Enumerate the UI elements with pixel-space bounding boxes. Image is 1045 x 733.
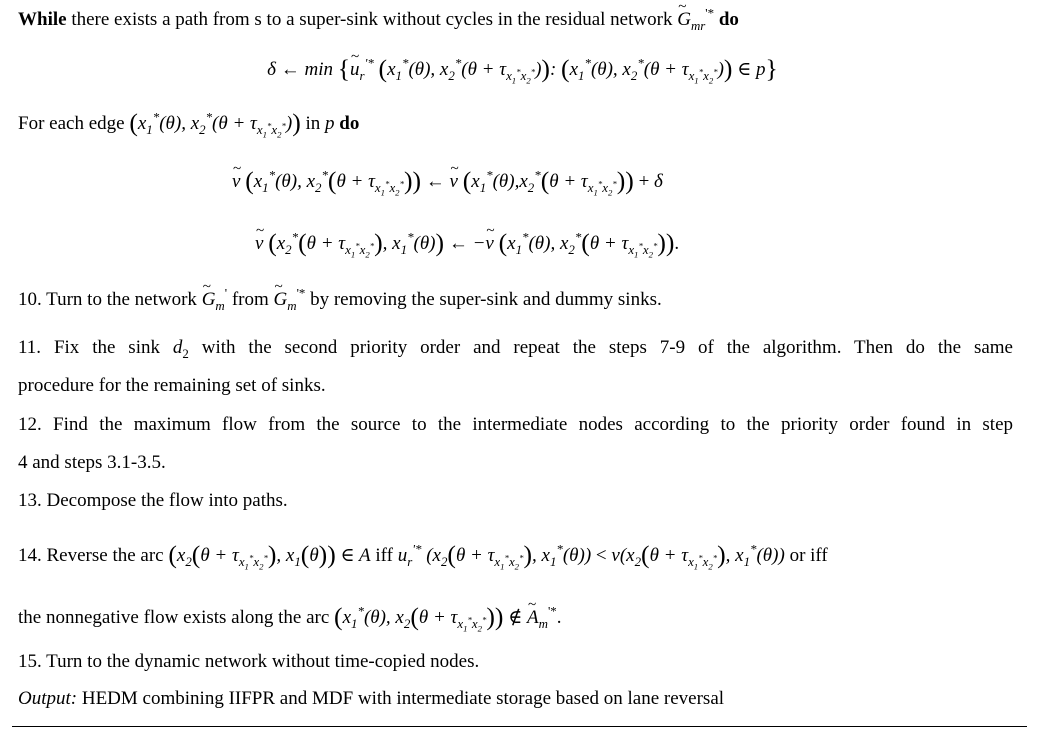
keyword-while: While: [18, 9, 67, 30]
step-11-line-2: procedure for the remaining set of sinks.: [18, 375, 326, 396]
step-12-line-2: 4 and steps 3.1-3.5.: [18, 452, 166, 473]
keyword-do: do: [714, 9, 739, 30]
step-13: 13. Decompose the flow into paths.: [18, 490, 288, 511]
while-text: there exists a path from s to a super-sink without cycles in the residual network: [66, 9, 678, 30]
while-line: [18, 5, 739, 33]
step-14-line-1: 14. Reverse the arc ($x_2(\theta + \tau_{x_1^*x_2^*})$, $x_1(\theta)$) ∈ A iff $u_r^{'*}$ ($x_2(\theta + \tau_{x_1^*x_2^*})$, $x_1^*(\theta)) < v(x_2(\theta + \tau_{x_1^*x_2^*})$, $x_1^*(\theta)$) or iff: [18, 540, 828, 572]
for-each-edge-line: For each edge ($x_1^*(\theta)$, $x_2^*(\theta + \tau_{x_1^*x_2^*})$) in p do: [18, 108, 360, 140]
output-label: Output:: [18, 688, 78, 709]
flow-update-forward: ~ v ($x_1^*(\theta)$, $x_2^*(\theta + \tau_{x_1^*x_2^*})$) ← ~ v $(x_1^*(\theta),x_2^*(\theta + \tau_{x_1^*x_2^*})) + \delta$: [232, 168, 663, 194]
output-text: HEDM combining IIFPR and MDF with intermediate storage based on lane reversal: [77, 688, 725, 709]
step-11-line-1: 11. Fix the sink $d_2$ with the second priority order and repeat the steps 7-9 of the algorithm. Then do the same: [18, 337, 1013, 361]
keyword-do-2: do: [339, 113, 360, 134]
delta-assignment: δ ← min {~ $u_r^{'*}$ ($x_1^*(\theta)$, $x_2^*(\theta + \tau_{x_1^*x_2^*})$): ($x_1^*(\theta)$, $x_2^*(\theta + \tau_{x_1^*x_2^*})$) ∈ p}: [0, 56, 1045, 82]
step-12-line-1: 12. Find the maximum flow from the source to the intermediate nodes according to the priority order found in step: [18, 414, 1013, 435]
flow-update-backward: ~ v ($x_2^*(\theta + \tau_{x_1^*x_2^*})$, $x_1^*(\theta)$) ← −~ v ($x_1^*(\theta)$, $x_2^*(\theta + \tau_{x_1^*x_2^*})$).: [255, 230, 679, 256]
step-15: 15. Turn to the dynamic network without time-copied nodes.: [18, 651, 480, 672]
bottom-rule: [12, 726, 1027, 727]
edge-expression: ($x_1^*(\theta)$, $x_2^*(\theta + \tau_{x_1^*x_2^*})$): [129, 108, 301, 140]
step-14-line-2: the nonnegative flow exists along the arc ($x_1^*(\theta)$, $x_2(\theta + \tau_{x_1^*x_2^*})$) ∉ ~ $A_m^{'*}$.: [18, 604, 561, 630]
step-10: 10. Turn to the network ~ $G_m'$ from ~ $G_m^{'*}$ by removing the super-sink and dummy sinks.: [18, 290, 662, 309]
output-line: [18, 689, 724, 708]
residual-network-symbol: ~ $G_{mr}^{'*}$: [677, 9, 714, 30]
for-text: For each edge: [18, 113, 130, 134]
